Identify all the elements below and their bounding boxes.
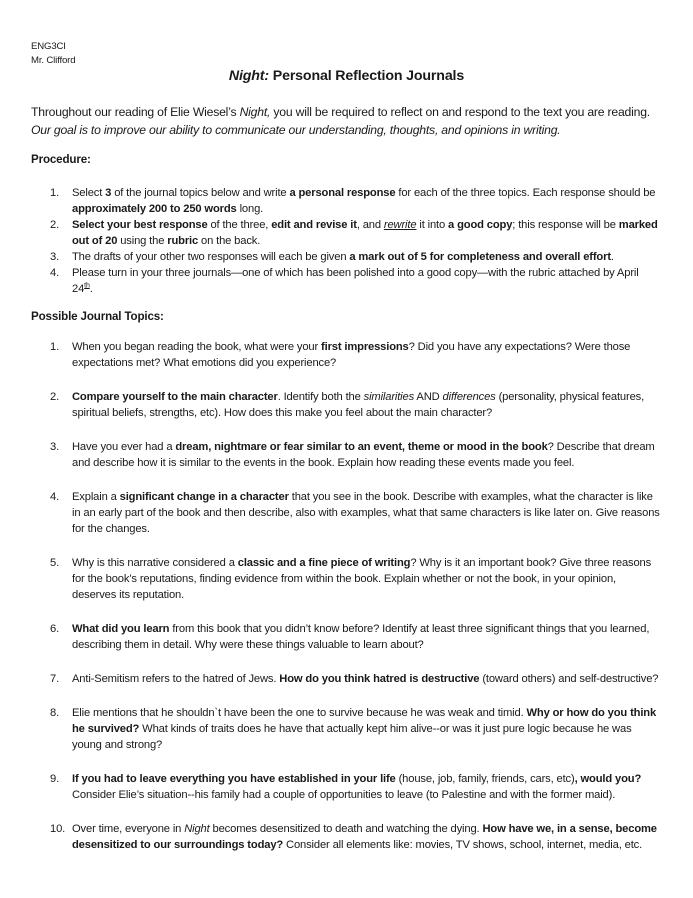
text-run: Have you ever had a	[72, 441, 176, 453]
text-run: .	[610, 251, 614, 263]
text-run: marked out of 20	[72, 219, 658, 247]
item-number: 3.	[50, 251, 60, 263]
intro-paragraph	[31, 104, 671, 139]
list-item	[50, 339, 660, 371]
text-run: first impressions	[321, 341, 409, 353]
list-item	[50, 389, 660, 421]
item-number: 7.	[50, 673, 60, 685]
item-text	[72, 391, 644, 419]
text-run: you will be required to reflect on and respond to the text you are reading.	[270, 105, 650, 119]
item-number: 8.	[50, 707, 60, 719]
text-run: Our goal is to improve our ability to communicate our understanding, thoughts, and opinions in writing.	[31, 122, 561, 137]
item-number: 2.	[50, 391, 60, 403]
text-run: of the three,	[207, 219, 272, 231]
text-run: ? Describe that dream and describe how it is similar to the events in the book. Explain how reading these events made you feel.	[72, 441, 655, 469]
text-run: Night	[184, 823, 210, 835]
item-text	[72, 673, 658, 685]
text-run: Elie mentions that he shouldn`t have been the one to survive because he was weak and timid.	[72, 707, 527, 719]
text-run: a good copy	[448, 219, 513, 231]
text-run: How do you think hatred is destructive	[279, 673, 480, 685]
text-run: Select your best response	[72, 219, 208, 231]
text-run: Consider Elie’s situation--his family had a couple of opportunities to leave (to Palestine and with the former maid).	[72, 789, 616, 801]
text-run: What kinds of traits does he have that actually kept him alive--or was it just pure logic because he was young and strong?	[72, 723, 632, 751]
text-run: becomes desensitized to death and watching the dying.	[209, 823, 483, 835]
text-run: What did you learn	[72, 623, 170, 635]
text-run: (personality, physical features, spiritual beliefs, strengths, etc). How does this make you feel about the main character?	[72, 391, 645, 419]
text-run: classic and a fine piece of writing	[237, 557, 411, 569]
list-item	[50, 671, 660, 687]
item-number: 1.	[50, 341, 60, 353]
text-run: of the journal topics below and write	[111, 187, 290, 199]
page-title	[0, 67, 693, 85]
text-run: approximately 200 to 250 words	[72, 203, 237, 215]
text-run: Personal Reflection Journals	[268, 68, 465, 84]
item-number: 5.	[50, 557, 60, 569]
list-item	[50, 489, 660, 537]
text-run: dream, nightmare or fear similar to an event, theme or mood in the book	[175, 441, 548, 453]
text-run: (toward others) and self-destructive?	[479, 673, 659, 685]
course-code: ENG3CI	[31, 41, 66, 52]
text-run: from this book that you didn’t know before? Identify at least three significant things that you learned, describing them in detail. Why were these things valuable to learn about?	[72, 623, 650, 651]
text-run: similarities	[363, 391, 415, 403]
item-number: 9.	[50, 773, 60, 785]
text-run: th	[84, 282, 90, 290]
text-run: Consider all elements like: movies, TV shows, school, internet, media, etc.	[283, 839, 643, 851]
item-text	[72, 773, 641, 801]
list-item	[50, 555, 660, 603]
text-run: that you see in the book. Describe with examples, what the character is like in an early part of the book and then describe, also with examples, what that same characters is like later on. Give reasons for the changes.	[72, 491, 660, 535]
procedure-heading: Procedure:	[31, 153, 91, 166]
list-item	[50, 821, 660, 853]
text-run: on the back.	[198, 235, 261, 247]
item-number: 4.	[50, 491, 60, 503]
text-run: differences	[442, 391, 496, 403]
item-text	[72, 441, 655, 469]
text-run: Compare yourself to the main character	[72, 391, 278, 403]
text-run: Night,	[239, 105, 271, 119]
item-text	[72, 219, 658, 247]
text-run: Please turn in your three journals—one of which has been polished into a good copy—with the rubric attached by April 24	[72, 267, 639, 295]
procedure-list	[50, 185, 660, 297]
text-run: When you began reading the book, what were your	[72, 341, 322, 353]
text-run: Select	[72, 187, 106, 199]
item-text	[72, 491, 660, 535]
list-item	[50, 705, 660, 753]
topics-heading: Possible Journal Topics:	[31, 310, 164, 323]
text-run: . Identify both the	[277, 391, 364, 403]
text-run: , would you?	[574, 773, 642, 785]
text-run: edit and revise it	[271, 219, 357, 231]
text-run: ? Why is it an important book? Give three reasons for the book’s reputations, finding evidence from within the book. Explain whether or not the book, in your opinion, deserves its reputation.	[72, 557, 652, 601]
teacher-name: Mr. Clifford	[31, 55, 76, 66]
item-text	[72, 557, 651, 601]
item-number: 3.	[50, 441, 60, 453]
item-text	[72, 267, 639, 295]
item-text	[72, 187, 655, 215]
item-number: 6.	[50, 623, 60, 635]
text-run: Night:	[228, 68, 269, 84]
text-run: (house, job, family, friends, cars, etc)	[395, 773, 575, 785]
text-run: Over time, everyone in	[72, 823, 185, 835]
item-text	[72, 341, 630, 369]
item-text	[72, 251, 614, 263]
text-run: for each of the three topics. Each response should be	[395, 187, 656, 199]
item-number: 10.	[50, 823, 66, 835]
text-run: a personal response	[289, 187, 396, 199]
text-run: Anti-Semitism refers to the hatred of Jews.	[72, 673, 280, 685]
text-run: Throughout our reading of Elie Wiesel’s	[31, 105, 240, 119]
text-run: , and	[356, 219, 384, 231]
topics-list	[50, 339, 660, 871]
text-run: .	[89, 283, 93, 295]
text-run: it into	[416, 219, 449, 231]
list-item	[50, 249, 660, 265]
list-item	[50, 621, 660, 653]
text-run: rewrite	[383, 219, 417, 231]
text-run: If you had to leave everything you have established in your life	[72, 773, 396, 785]
list-item	[50, 771, 660, 803]
list-item	[50, 265, 660, 297]
text-run: ? Did you have any expectations? Were those expectations met? What emotions did you experience?	[72, 341, 631, 369]
text-run: a mark out of 5 for completeness and overall effort	[349, 251, 611, 263]
text-run: Why is this narrative considered a	[72, 557, 238, 569]
text-run: How have we, in a sense, become desensitized to our surroundings today?	[72, 823, 657, 851]
text-run: rubric	[167, 235, 199, 247]
text-run: 3	[105, 187, 112, 199]
item-text	[72, 823, 657, 851]
text-run: AND	[414, 391, 443, 403]
list-item	[50, 217, 660, 249]
list-item	[50, 439, 660, 471]
item-number: 4.	[50, 267, 60, 279]
text-run: using the	[117, 235, 168, 247]
text-run: ; this response will be	[512, 219, 619, 231]
item-number: 1.	[50, 187, 60, 199]
text-run: long.	[236, 203, 264, 215]
item-text	[72, 707, 656, 751]
text-run: The drafts of your other two responses will each be given	[72, 251, 350, 263]
list-item	[50, 185, 660, 217]
header-meta	[31, 40, 75, 68]
text-run: Explain a	[72, 491, 120, 503]
item-text	[72, 623, 649, 651]
text-run: significant change in a character	[119, 491, 289, 503]
item-number: 2.	[50, 219, 60, 231]
text-run: Why or how do you think he survived?	[72, 707, 657, 735]
